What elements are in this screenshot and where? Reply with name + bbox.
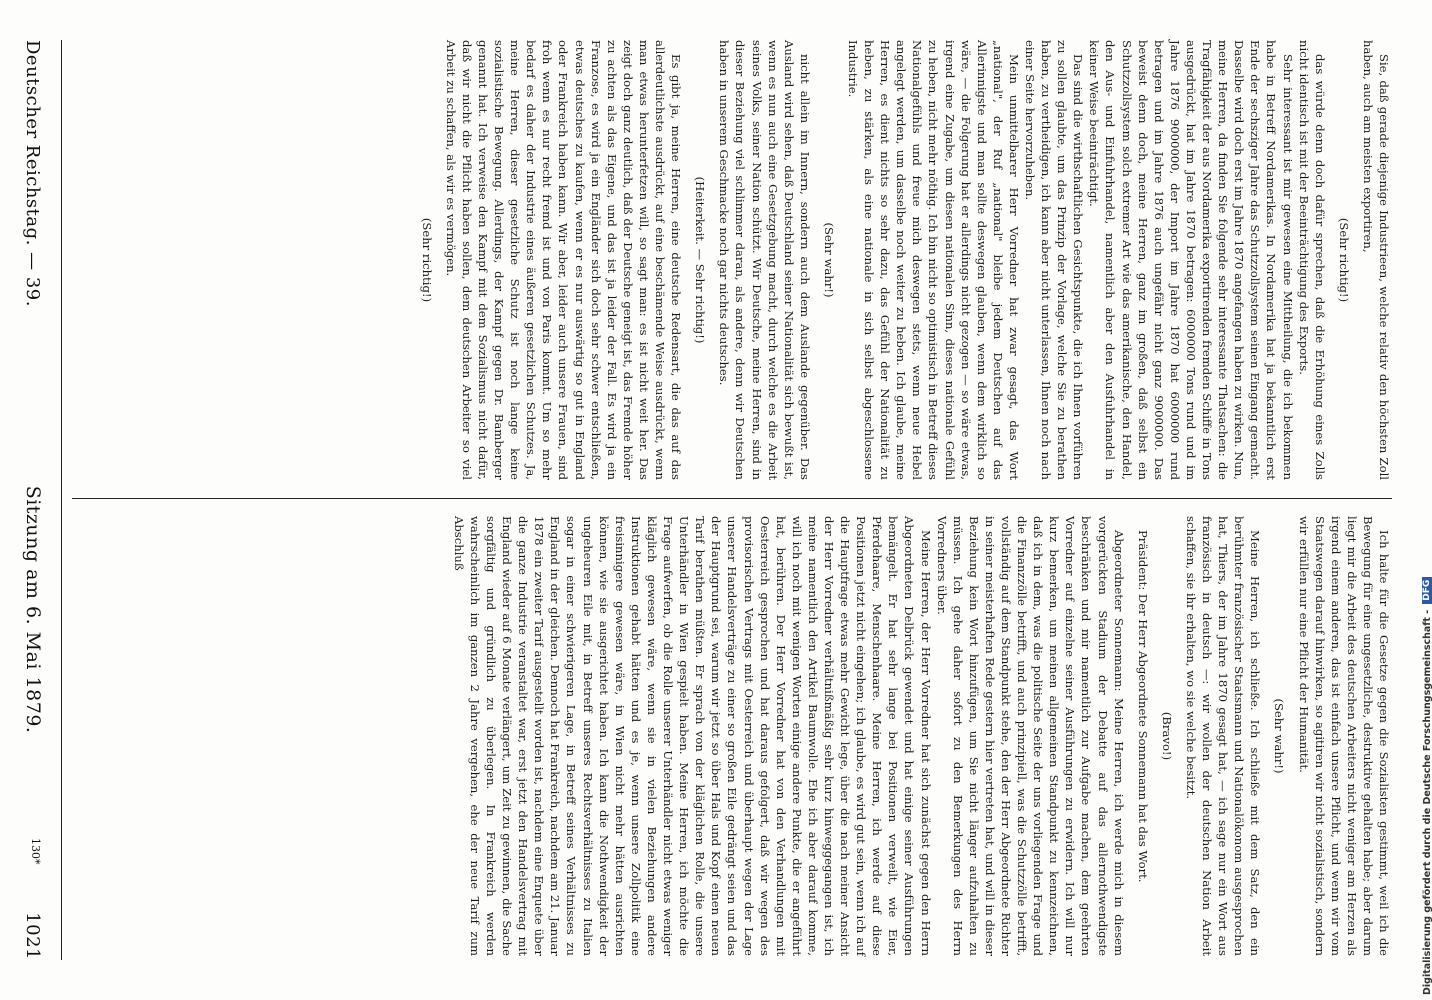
reaction-note: (Heiterkeit. — Sehr richtig!) xyxy=(693,176,708,344)
header-page-number: 1021 xyxy=(22,912,43,960)
signature-mark: 130* xyxy=(29,838,42,865)
paragraph: Das sind die wirthschaftlichen Gesichtspunkte, die ich Ihnen vorführen zu sollen glaubte, um das Prinzip der Vorlage, welche Sie zu berathen haben, zu vertheidigen, ich kann aber nicht unterlassen, Ihnen noch nach einer Seite hervorzuheben. xyxy=(1023,40,1086,480)
paragraph: Es gibt ja, meine Herren, eine deutsche Redensart, die das auf das allerdeutlichste ausdrückt, auf eine beschämende Weise ausdrückt, wenn man etwas herunterfetzen will, so sagt man: es ist nicht weit her. Das zeigt doch ganz deutlich, daß der Deutsche geneigt ist, das Fremde höher zu achten als das Eigene, und das ist ja leider der Fall. Es wird ja ein Franzose, es wird ja ein Engländer sich doch sehr schwer entschließen, etwas deutsches zu kaufen, wenn er es nur auswärtig so gut in England oder Frankreich haben kann. Wir aber, leider auch unsere Frauen, sind froh wenn es nur recht fremd ist und von Paris kommt. Um so mehr bedarf es daher der Industrie eines äußeren gesetzlichen Schutzes. Ja, meine Herren, dieser gesetzliche Schutz ist noch lange keine sozialistische Bewegung. Allerdings, der Kampf gegen Dr. Bamberger genannt hat. Ich verweise den Kampf mit dem Sozialismus nicht dafür, daß wir nicht die Pflicht haben sollen, dem deutschen Arbeiter so viel Arbeit zu schaffen, als wir es vermögen. xyxy=(443,40,684,480)
reaction-note: (Sehr wahr!) xyxy=(1272,698,1287,774)
page-header xyxy=(22,40,58,960)
paragraph: Abgeordneter Sonnemann: Meine Herren, ich werde mich in diesem vorgerückten Stadium der Debatte auf das allernothwendigste beschränken und mir namentlich zur Aufgabe machen, dem geehrten Vorredner auf einzelne seiner Ausführungen zu erwidern. Ich will nur kurz bemerken, um meinen allgemeinen Standpunkt zu kennzeichnen, daß ich in dem, was die politische Seite der uns vorliegenden Frage und die Finanzzölle betrifft, und auch prinzipiell, was die Schutzzölle betrifft, vollständig auf dem Standpunkt stehe, den der Herr Abgeordnete Richter in seiner meisterhaften Rede gestern hier vertreten hat, und will in dieser Beziehung kein Wort hinzufügen, um Sie nicht länger aufzuhalten zu müssen. Ich gehe daher sofort zu den Bemerkungen des Herrn Vorredners über. xyxy=(934,516,1126,956)
paragraph: Sie, daß gerade diejenige Industrieen, welche relativ den höchsten Zoll haben, auch am meisten exportiren, xyxy=(1360,40,1391,480)
reaction-note: (Sehr richtig!) xyxy=(1336,217,1351,303)
digitization-text: Digitalisierung gefördert durch die Deutsche Forschungsgemeinschaft - xyxy=(1421,609,1432,995)
header-session-date: Sitzung am 6. Mai 1879. xyxy=(22,485,44,734)
paragraph: Sehr interessant ist mir gewesen eine Mittheilung, die ich bekommen habe in Betreff Nordamerikas. In Nordamerika hat ja bekanntlich erst Ende der sechsziger Jahre das Schutzzollsystem seinen Eingang gemacht. Dasselbe wird doch erst im Jahre 1870 angefangen haben zu wirken. Nun, meine Herren, da finden Sie folgende sehr interessante Thatsachen: die Tragfähigkeit der aus Nordamerika exportirenden fremden Schiffe in Tons ausgedrückt, hat im Jahre 1870 betragen: 6000000 Tons rund und im Jahre 1876 9000000, der Import im Jahre 1870 hat 6000000 rund betragen und im Jahre 1876 auch ungefähr nicht ganz 9000000. Das beweist denn doch, meine Herren, ganz im großen, daß selbst ein Schutzzollsystem solch extremer Art wie das amerikanische, den Handel, den Aus- und Einfuhrhandel, namentlich aber den Ausfuhrhandel in keiner Weise beeinträchtigt. xyxy=(1087,40,1295,480)
paragraph: Mein unmittelbarer Herr Vorredner hat zwar gesagt, das Wort „national", der Ruf „national" bleibe jedem Deutschen auf das Allerinnigste und man sollte deswegen glauben, wenn dem wirklich so wäre, — die Folgerung hat er allerdings nicht gezogen — so wäre etwas, irgend eine Zugabe, um diesen nationalen Sinn, dieses nationale Gefühl zu heben, nicht mehr nöthig. Ich bin nicht so optimistisch in Betreff dieses Nationalgefühls und freue mich deswegen stets, wenn neue Hebel angelegt werden, um dasselbe noch weiter zu heben. Ich glaube, meine Herren, es dient nichts so sehr dazu, das Gefühl der Nationalität zu heben, zu stärken, als eine nationale in sich selbst abgeschlossene Industrie. xyxy=(846,40,1021,480)
paragraph: Meine Herren, ich schließe. Ich schließe mit dem Satz, den ein berühmter französischer Staatsmann und Nationalökonom ausgesprochen hat, Thiers, der im Jahre 1870 gesagt hat, — ich sage nur ein Wort aus französisch in deutsch —: wir wollen der deutschen Nation Arbeit schaffen, sie ihr erhalten, wo sie welche besitzt. xyxy=(1183,516,1263,956)
reaction-note: (Sehr wahr!) xyxy=(821,222,836,298)
column-divider xyxy=(72,498,1392,499)
header-publication: Deutscher Reichstag. — 39. xyxy=(22,40,43,307)
header-rule xyxy=(61,40,62,960)
paragraph: Ich halte für die Gesetze gegen die Sozialisten gestimmt, weil ich die Bewegung für eine ungesetzliche, destruktive gehalten habe; aber darum liegt mir die Arbeit des deutschen Arbeiters nicht weniger am Herzen als irgend einem anderen, das ist einfach unsere Pflicht, und wenn wir vom Staatswegen darauf hinwirken, so agitiren wir nicht sozialistisch, sondern wir erfüllen nur eine Pflicht der Humanität. xyxy=(1296,516,1391,956)
column-right xyxy=(72,516,1392,956)
president-line: Präsident: Der Herr Abgeordnete Sonnemann hat das Wort. xyxy=(1135,530,1150,883)
paragraph: Meine Herren, der Herr Vorredner hat sich zunächst gegen den Herrn Abgeordneten Delbrück gewendet und hat einige seiner Ausführungen bemängelt. Er hat sehr lange bei Positionen verweilt, wie Eier, Pferdehaare, Menschenhaare. Meine Herren, ich werde auf diese Positionen jetzt nicht eingehen; ich glaube, es wird gut sein, wenn ich auf die Hauptfrage etwas mehr Gewicht lege, über die nach meiner Ansicht der Herr Vorredner verhältnißmäßig sehr kurz hinweggegangen ist, ich meine namentlich den Artikel Baumwolle. Ehe ich aber darauf komme, will ich noch mit wenigen Worten einige andere Punkte, die er angeführt hat, berühren. Der Herr Vorredner hat von den Verhandlungen mit Oesterreich gesprochen und hat daraus gefolgert, daß wir wegen des provisorischen Vertrags mit Oesterreich und überhaupt wegen der Lage unserer Handelsverträge zu einer so großen Eile gedrängt seien und das der Hauptgrund sei, warum wir jetzt so über Hals und Kopf einen neuen Tarif berathen müßten. Er sprach von der kläglichen Rolle, die unsere Unterhändler in Wien gespielt haben. Meine Herren, ich möchte die Frage aufwerfen, ob die Rolle unserer Unterhändler nicht etwas weniger kläglich gewesen wäre, wenn sie in vielen Beziehungen andere Instruktionen gehabt hätten und es je, wenn unsere Zollpolitik eine freisinnigere gewesen wäre, in Wien nicht mehr hätten ausrichten können, wie sie ausgerichtet haben. Ich kann die Nothwendigkeit der ungeheuren Eile mit, in Betreff unseres Rechtsverhältnisses zu Italien sogar in einer schwierigeren Lage, in Betreff seines Verhältnisses zu England in der gleichen. Dennoch hat Frankreich, nachdem am 21. Januar 1878 ein zweiter Tarif ausgestellt worden ist, nachdem eine Enquete über die ganze Industrie veranstaltet war, erst jetzt den Handelsvertrag mit England wieder auf 6 Monate verlängert, um Zeit zu gewinnen, die Sache sorgfältig und gründlich zu überlegen. In Frankreich werden wahrscheinlich im ganzen 2 Jahre vergehen, ehe der neue Tarif zum Abschluß xyxy=(451,516,933,956)
paragraph: nicht allein im Innern, sondern auch dem Auslande gegenüber. Das Ausland wird sehen, daß Deutschland seiner Nationalität sich bewußt ist, wenn es nun auch eine Gesetzgebung macht, durch welche es die Arbeit seines Volks, seiner Nation schützt. Wir Deutsche, meine Herren, sind in dieser Beziehung viel schlimmer daran, als andere, denn wir Deutschen haben in unserem Geschmacke noch gar nichts deutsches. xyxy=(717,40,812,480)
paragraph: das würde denn doch dafür sprechen, daß die Erhöhung eines Zolls nicht identisch ist mit der Beeinträchtigung des Exports. xyxy=(1296,40,1327,480)
digitization-note xyxy=(1420,0,1432,995)
reaction-note: (Bravo!) xyxy=(1159,711,1174,761)
dfg-logo: DFG xyxy=(1422,577,1432,604)
column-left xyxy=(72,40,1392,480)
reaction-note: (Sehr richtig!) xyxy=(419,217,434,303)
